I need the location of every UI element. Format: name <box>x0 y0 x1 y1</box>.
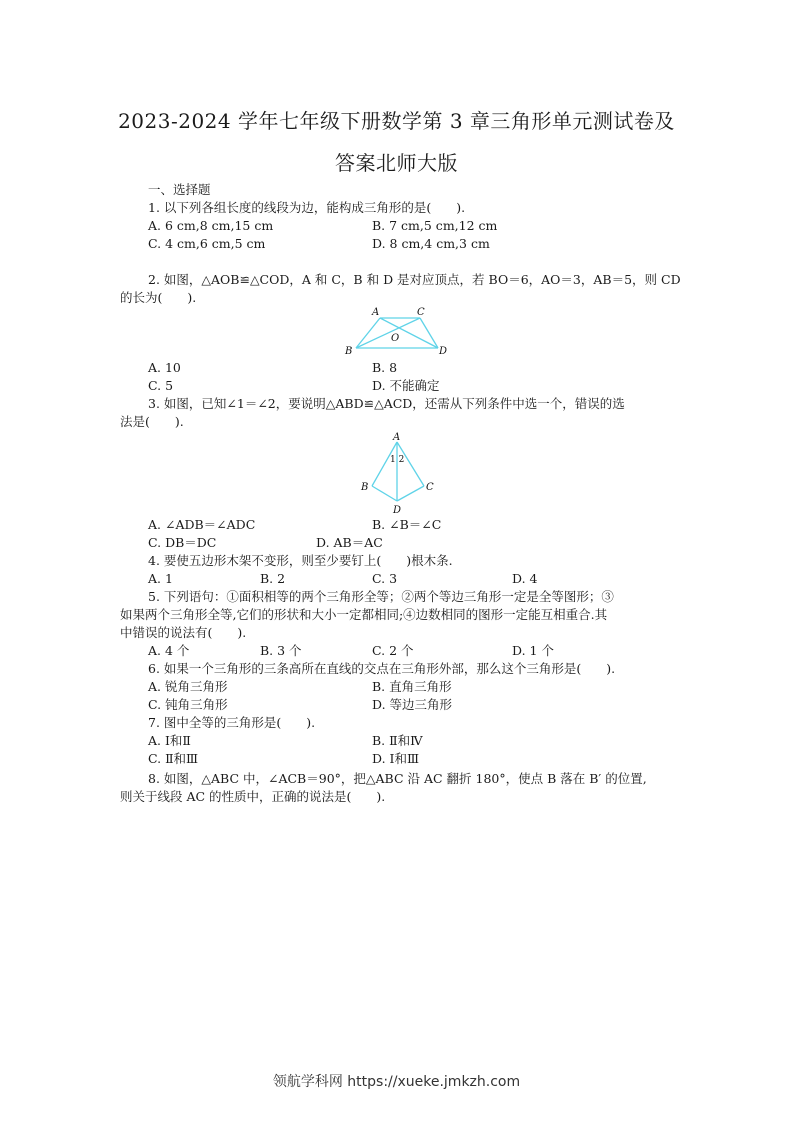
question-2-option-a: A. 10 <box>148 360 181 375</box>
question-7-stem: 7. 图中全等的三角形是( ). <box>148 715 316 730</box>
question-5-stem-line-1: 5. 下列语句：①面积相等的两个三角形全等；②两个等边三角形一定是全等图形；③ <box>148 589 614 604</box>
question-6-stem: 6. 如果一个三角形的三条高所在直线的交点在三角形外部，那么这个三角形是( ). <box>148 661 616 676</box>
question-4-option-a: A. 1 <box>148 571 173 586</box>
question-2-label-a: A <box>372 307 380 318</box>
question-2-stem-line-1: 2. 如图，△AOB≌△COD，A 和 C，B 和 D 是对应顶点，若 BO＝6，AO＝3，AB＝5，则 CD <box>148 272 681 287</box>
question-5-stem-line-2: 如果两个三角形全等,它们的形状和大小一定都相同;④边数相同的图形一定能互相重合.其 <box>120 607 608 622</box>
question-3-label-a: A <box>393 432 401 443</box>
question-4-stem: 4. 要使五边形木架不变形，则至少要钉上( )根木条. <box>148 553 453 568</box>
question-7-option-b: B. Ⅱ和Ⅳ <box>372 733 423 748</box>
question-8-stem-line-2: 则关于线段 AC 的性质中，正确的说法是( ). <box>120 789 386 804</box>
question-5-option-d: D. 1 个 <box>512 643 554 658</box>
document-title-line-2: 答案北师大版 <box>335 151 458 175</box>
question-4-option-d: D. 4 <box>512 571 538 586</box>
question-3-figure-lines <box>372 442 424 501</box>
question-7-option-a: A. Ⅰ和Ⅱ <box>148 733 191 748</box>
question-3-label-c: C <box>426 482 434 493</box>
question-5-option-a: A. 4 个 <box>148 643 190 658</box>
question-5-option-b: B. 3 个 <box>260 643 302 658</box>
question-3-stem-line-2: 法是( ). <box>120 414 184 429</box>
question-1-option-b: B. 7 cm,5 cm,12 cm <box>372 218 498 233</box>
question-7-option-c: C. Ⅱ和Ⅲ <box>148 751 199 766</box>
question-3-figure <box>352 430 442 516</box>
question-2-label-c: C <box>417 307 425 318</box>
question-4-option-c: C. 3 <box>372 571 398 586</box>
question-6-option-a: A. 锐角三角形 <box>148 679 228 694</box>
question-4-option-b: B. 2 <box>260 571 286 586</box>
question-8-stem-line-1: 8. 如图，△ABC 中，∠ACB＝90°，把△ABC 沿 AC 翻折 180°，使点 B 落在 B′ 的位置, <box>148 771 647 786</box>
question-6-option-c: C. 钝角三角形 <box>148 697 228 712</box>
question-3-label-b: B <box>361 482 369 493</box>
question-7-option-d: D. Ⅰ和Ⅲ <box>372 751 420 766</box>
question-6-option-d: D. 等边三角形 <box>372 697 453 712</box>
question-5-stem-line-3: 中错误的说法有( ). <box>120 625 247 640</box>
question-3-angle-labels: 1 2 <box>390 455 405 465</box>
question-3-stem-line-1: 3. 如图，已知∠1＝∠2，要说明△ABD≌△ACD，还需从下列条件中选一个，错误的选 <box>148 396 625 411</box>
question-1-option-a: A. 6 cm,8 cm,15 cm <box>148 218 274 233</box>
question-2-option-c: C. 5 <box>148 378 174 393</box>
question-5-option-c: C. 2 个 <box>372 643 414 658</box>
question-3-option-a: A. ∠ADB＝∠ADC <box>148 517 256 532</box>
question-2-label-b: B <box>345 346 353 357</box>
question-1-option-d: D. 8 cm,4 cm,3 cm <box>372 236 490 251</box>
document-title-line-1: 2023-2024 学年七年级下册数学第 3 章三角形单元测试卷及 <box>118 109 675 133</box>
question-1-stem: 1. 以下列各组长度的线段为边，能构成三角形的是( ). <box>148 200 466 215</box>
question-2-label-o: O <box>391 333 400 344</box>
question-6-option-b: B. 直角三角形 <box>372 679 452 694</box>
question-3-option-b: B. ∠B＝∠C <box>372 517 442 532</box>
question-2-option-b: B. 8 <box>372 360 398 375</box>
footer-watermark: 领航学科网 https://xueke.jmkzh.com <box>272 1074 521 1090</box>
question-3-label-d: D <box>393 505 402 516</box>
question-3-option-c: C. DB＝DC <box>148 535 217 550</box>
question-2-stem-line-2: 的长为( ). <box>120 290 197 305</box>
question-1-option-c: C. 4 cm,6 cm,5 cm <box>148 236 266 251</box>
question-2-option-d: D. 不能确定 <box>372 378 440 393</box>
section-heading: 一、选择题 <box>148 182 211 197</box>
question-2-figure <box>338 304 456 360</box>
question-3-option-d: D. AB＝AC <box>316 535 383 550</box>
question-2-label-d: D <box>439 346 448 357</box>
